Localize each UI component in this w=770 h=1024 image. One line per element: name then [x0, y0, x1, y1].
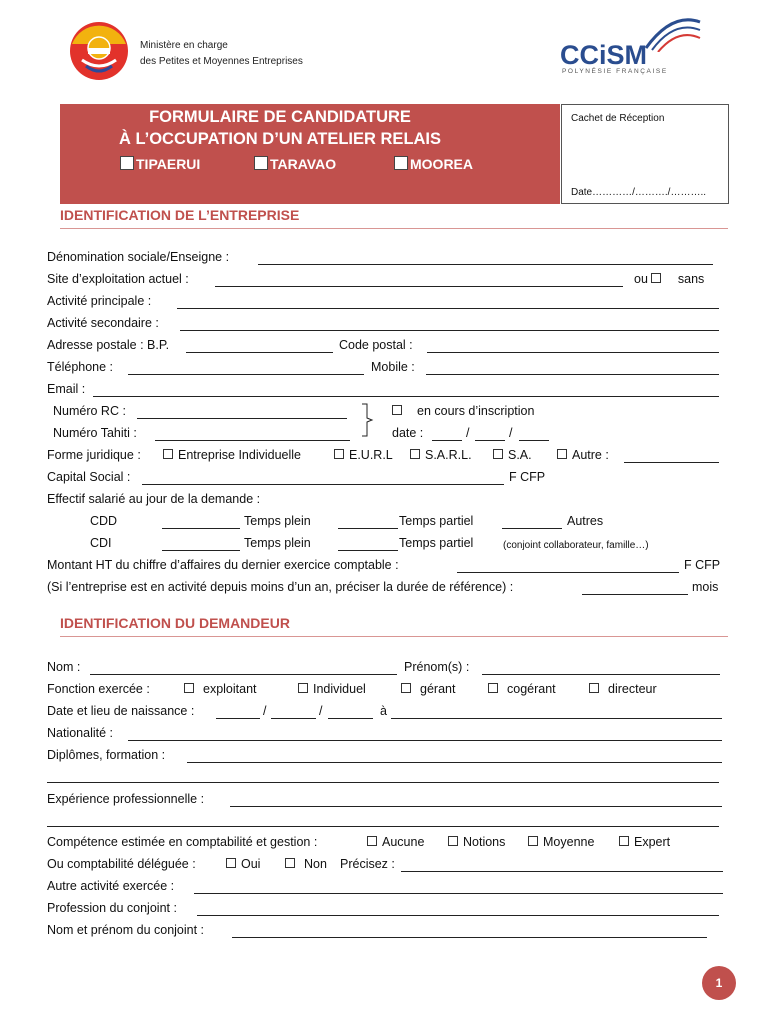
mobile-field[interactable] — [426, 374, 719, 375]
duree-note-label: (Si l’entreprise est en activité depuis moins d’un an, préciser la durée de référence) : — [47, 580, 514, 594]
experience-label: Expérience professionnelle : — [47, 792, 205, 806]
autre-activite-field[interactable] — [194, 893, 723, 894]
diplomes-field-line2[interactable] — [47, 782, 719, 783]
mobile-label: Mobile : — [371, 360, 415, 374]
cdd-temps-partiel-field[interactable] — [338, 528, 398, 529]
activite-secondaire-label: Activité secondaire : — [47, 316, 159, 330]
telephone-label: Téléphone : — [47, 360, 114, 374]
naissance-year-field[interactable] — [328, 718, 373, 719]
prenom-label: Prénom(s) : — [404, 660, 470, 674]
nationalite-label: Nationalité : — [47, 726, 114, 740]
forme-sarl-option[interactable]: S.A.R.L. — [410, 448, 472, 462]
stamp-label: Cachet de Réception — [571, 113, 665, 124]
autres-field[interactable] — [502, 528, 562, 529]
numero-rc-field[interactable] — [137, 418, 347, 419]
diplomes-field[interactable] — [187, 762, 722, 763]
activite-principale-label: Activité principale : — [47, 294, 152, 308]
fonction-gerant-option[interactable]: gérant — [401, 682, 455, 696]
activite-principale-field[interactable] — [177, 308, 719, 309]
forme-sa-option[interactable]: S.A. — [493, 448, 532, 462]
ministry-line2: des Petites et Moyennes Entreprises — [140, 56, 303, 67]
date-month-field[interactable] — [475, 440, 505, 441]
fonction-label: Fonction exercée : — [47, 682, 150, 696]
polynesia-emblem-logo — [68, 20, 130, 82]
competence-label: Compétence estimée en comptabilité et gestion : — [47, 835, 318, 849]
numero-tahiti-field[interactable] — [155, 440, 350, 441]
email-field[interactable] — [93, 396, 719, 397]
cdi-label: CDI — [90, 536, 112, 550]
naissance-label: Date et lieu de naissance : — [47, 704, 195, 718]
date-slash: / — [319, 704, 323, 718]
date-year-field[interactable] — [519, 440, 549, 441]
temps-plein-label: Temps plein — [244, 514, 311, 528]
autres-note: (conjoint collaborateur, famille…) — [503, 540, 649, 551]
cdi-temps-plein-field[interactable] — [162, 550, 240, 551]
deleguee-non-option[interactable]: Non — [285, 857, 327, 871]
site-field[interactable] — [215, 286, 623, 287]
montant-unit: F CFP — [684, 558, 721, 572]
activite-secondaire-field[interactable] — [180, 330, 719, 331]
checkbox-tipaerui[interactable] — [120, 156, 134, 170]
temps-plein-label: Temps plein — [244, 536, 311, 550]
ministry-line1: Ministère en charge — [140, 40, 228, 51]
effectif-label: Effectif salarié au jour de la demande : — [47, 492, 261, 506]
cdd-label: CDD — [90, 514, 118, 528]
experience-field[interactable] — [230, 806, 722, 807]
checkbox-moorea[interactable] — [394, 156, 408, 170]
section-divider — [60, 636, 728, 637]
option-tipaerui[interactable]: TIPAERUI — [120, 156, 200, 172]
email-label: Email : — [47, 382, 86, 396]
naissance-day-field[interactable] — [216, 718, 260, 719]
forme-eurl-option[interactable]: E.U.R.L — [334, 448, 393, 462]
ministry-label — [140, 38, 303, 70]
duree-field[interactable] — [582, 594, 688, 595]
option-taravao[interactable]: TARAVAO — [254, 156, 336, 172]
capital-field[interactable] — [142, 484, 504, 485]
prenom-field[interactable] — [482, 674, 720, 675]
date-day-field[interactable] — [432, 440, 462, 441]
ccism-logo — [560, 18, 710, 78]
code-postal-field[interactable] — [427, 352, 719, 353]
section-divider — [60, 228, 728, 229]
nom-conjoint-label: Nom et prénom du conjoint : — [47, 923, 205, 937]
site-label: Site d’exploitation actuel : — [47, 272, 189, 286]
precisez-label: Précisez : — [340, 857, 395, 871]
forme-ei-option[interactable]: Entreprise Individuelle — [163, 448, 301, 462]
date-slash: / — [509, 426, 513, 440]
cdd-temps-plein-field[interactable] — [162, 528, 240, 529]
competence-moyenne-option[interactable]: Moyenne — [528, 835, 594, 849]
numero-tahiti-label: Numéro Tahiti : — [53, 426, 137, 440]
date-slash: / — [466, 426, 470, 440]
ccism-subtitle: POLYNÉSIE FRANÇAISE — [562, 68, 668, 75]
fonction-exploitant-option[interactable]: exploitant — [184, 682, 257, 696]
nationalite-field[interactable] — [128, 740, 722, 741]
naissance-month-field[interactable] — [271, 718, 316, 719]
capital-label: Capital Social : — [47, 470, 131, 484]
reception-stamp-box — [561, 104, 729, 204]
denomination-field[interactable] — [258, 264, 713, 265]
option-moorea[interactable]: MOOREA — [394, 156, 473, 172]
mois-unit: mois — [692, 580, 719, 594]
naissance-a-label: à — [380, 704, 387, 718]
capital-unit: F CFP — [509, 470, 546, 484]
brace-icon — [360, 402, 374, 438]
section-title-entreprise: IDENTIFICATION DE L’ENTREPRISE — [60, 207, 300, 223]
page-number-badge: 1 — [702, 966, 736, 1000]
form-title-line1: FORMULAIRE DE CANDIDATURE — [149, 108, 411, 126]
ccism-swoosh-icon — [642, 18, 702, 52]
nom-conjoint-field[interactable] — [232, 937, 707, 938]
site-ou-option[interactable]: ou sans — [634, 272, 705, 286]
fonction-individuel-option[interactable]: Individuel — [298, 682, 366, 696]
forme-autre-field[interactable] — [624, 462, 719, 463]
autre-activite-label: Autre activité exercée : — [47, 879, 175, 893]
date-inscription-label: date : — [392, 426, 424, 440]
deleguee-label: Ou comptabilité déléguée : — [47, 857, 196, 871]
form-title-banner — [60, 104, 560, 204]
checkbox-taravao[interactable] — [254, 156, 268, 170]
checkbox-sans[interactable] — [651, 273, 661, 283]
fonction-directeur-option[interactable]: directeur — [589, 682, 657, 696]
temps-partiel-label: Temps partiel — [399, 514, 474, 528]
adresse-label: Adresse postale : B.P. — [47, 338, 170, 352]
section-title-demandeur: IDENTIFICATION DU DEMANDEUR — [60, 615, 290, 631]
experience-field-line2[interactable] — [47, 826, 719, 827]
profession-conjoint-field[interactable] — [197, 915, 719, 916]
deleguee-oui-option[interactable]: Oui — [226, 857, 260, 871]
nom-label: Nom : — [47, 660, 81, 674]
competence-expert-option[interactable]: Expert — [619, 835, 670, 849]
diplomes-label: Diplômes, formation : — [47, 748, 166, 762]
cdi-temps-partiel-field[interactable] — [338, 550, 398, 551]
numero-rc-label: Numéro RC : — [53, 404, 126, 418]
adresse-bp-field[interactable] — [186, 352, 333, 353]
profession-conjoint-label: Profession du conjoint : — [47, 901, 177, 915]
competence-aucune-option[interactable]: Aucune — [367, 835, 424, 849]
lieu-naissance-field[interactable] — [391, 718, 722, 719]
fonction-cogerant-option[interactable]: cogérant — [488, 682, 556, 696]
denomination-label: Dénomination sociale/Enseigne : — [47, 250, 230, 264]
precisez-field[interactable] — [401, 871, 723, 872]
form-title-line2: À L’OCCUPATION D’UN ATELIER RELAIS — [118, 130, 442, 148]
montant-label: Montant HT du chiffre d’affaires du dernier exercice comptable : — [47, 558, 399, 572]
nom-field[interactable] — [90, 674, 397, 675]
temps-partiel-label: Temps partiel — [399, 536, 474, 550]
ccism-name: CCiSM — [560, 40, 647, 70]
date-slash: / — [263, 704, 267, 718]
code-postal-label: Code postal : — [339, 338, 413, 352]
stamp-date: Date…………/………./……….. — [571, 187, 707, 198]
competence-notions-option[interactable]: Notions — [448, 835, 505, 849]
forme-juridique-label: Forme juridique : — [47, 448, 141, 462]
forme-autre-option[interactable]: Autre : — [557, 448, 609, 462]
telephone-field[interactable] — [128, 374, 364, 375]
montant-field[interactable] — [457, 572, 679, 573]
checkbox-en-cours[interactable] — [392, 405, 402, 415]
autres-label: Autres — [567, 514, 604, 528]
en-cours-option[interactable]: en cours d’inscription — [392, 404, 534, 418]
